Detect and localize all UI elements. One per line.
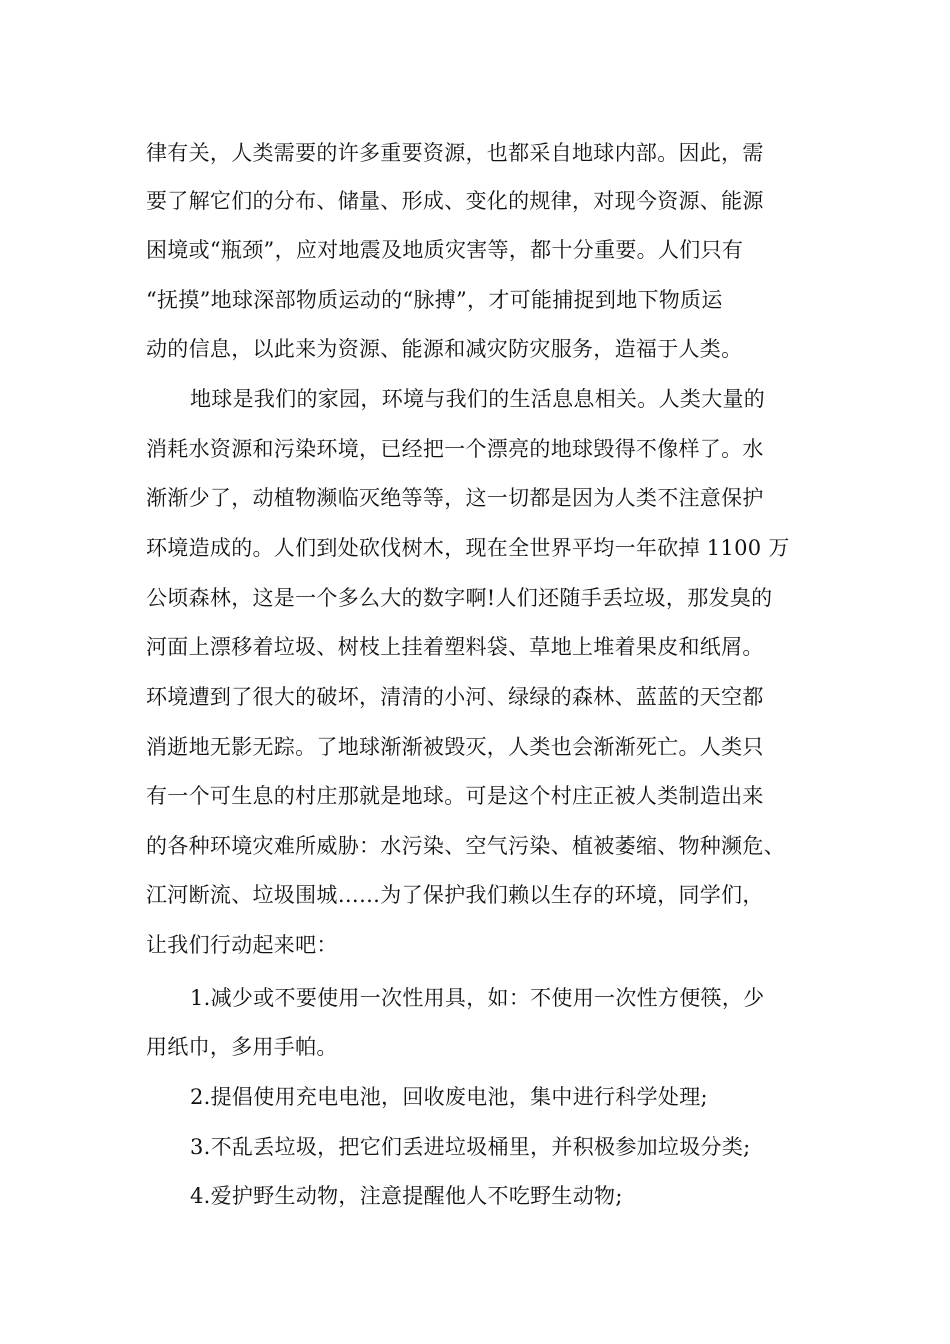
paragraph-1-line-3: 困境或“瓶颈”，应对地震及地质灾害等，都十分重要。人们只有 bbox=[146, 238, 744, 262]
paragraph-2-line-4: 环境造成的。人们到处砍伐树木，现在全世界平均一年砍掉 1100 万 bbox=[146, 536, 790, 560]
list-item-3: 3.不乱丢垃圾，把它们丢进垃圾桶里，并积极参加垃圾分类; bbox=[190, 1135, 751, 1159]
paragraph-2-line-9: 有一个可生息的村庄那就是地球。可是这个村庄正被人类制造出来 bbox=[146, 784, 764, 808]
paragraph-2-line-8: 消逝地无影无踪。了地球渐渐被毁灭，人类也会渐渐死亡。人类只 bbox=[146, 735, 764, 759]
paragraph-2-line-3: 渐渐少了，动植物濒临灭绝等等，这一切都是因为人类不注意保护 bbox=[146, 486, 764, 510]
list-item-1-line-2: 用纸巾，多用手帕。 bbox=[146, 1035, 338, 1059]
list-item-2: 2.提倡使用充电电池，回收废电池，集中进行科学处理; bbox=[190, 1085, 708, 1109]
paragraph-2-line-10: 的各种环境灾难所威胁：水污染、空气污染、植被萎缩、物种濒危、 bbox=[146, 834, 785, 858]
paragraph-2-line-5: 公顷森林，这是一个多么大的数字啊!人们还随手丢垃圾，那发臭的 bbox=[146, 586, 773, 610]
paragraph-2-line-6: 河面上漂移着垃圾、树枝上挂着塑料袋、草地上堆着果皮和纸屑。 bbox=[146, 635, 764, 659]
paragraph-1-line-1: 律有关，人类需要的许多重要资源，也都采自地球内部。因此，需 bbox=[146, 141, 764, 165]
paragraph-2-line-11: 江河断流、垃圾围城……为了保护我们赖以生存的环境，同学们， bbox=[146, 883, 764, 907]
paragraph-2-line-1: 地球是我们的家园，环境与我们的生活息息相关。人类大量的 bbox=[190, 387, 766, 411]
paragraph-1-line-2: 要了解它们的分布、储量、形成、变化的规律，对现今资源、能源 bbox=[146, 189, 764, 213]
paragraph-1-line-4: “抚摸”地球深部物质运动的“脉搏”，才可能捕捉到地下物质运 bbox=[146, 288, 723, 312]
paragraph-1-line-5: 动的信息，以此来为资源、能源和减灾防灾服务，造福于人类。 bbox=[146, 337, 743, 361]
paragraph-2-line-12: 让我们行动起来吧： bbox=[146, 933, 338, 957]
paragraph-2-line-2: 消耗水资源和污染环境，已经把一个漂亮的地球毁得不像样了。水 bbox=[146, 437, 764, 461]
paragraph-2-line-7: 环境遭到了很大的破坏，清清的小河、绿绿的森林、蓝蓝的天空都 bbox=[146, 685, 764, 709]
list-item-1-line-1: 1.减少或不要使用一次性用具，如：不使用一次性方便筷，少 bbox=[190, 986, 765, 1010]
list-item-4: 4.爱护野生动物，注意提醒他人不吃野生动物; bbox=[190, 1184, 623, 1208]
